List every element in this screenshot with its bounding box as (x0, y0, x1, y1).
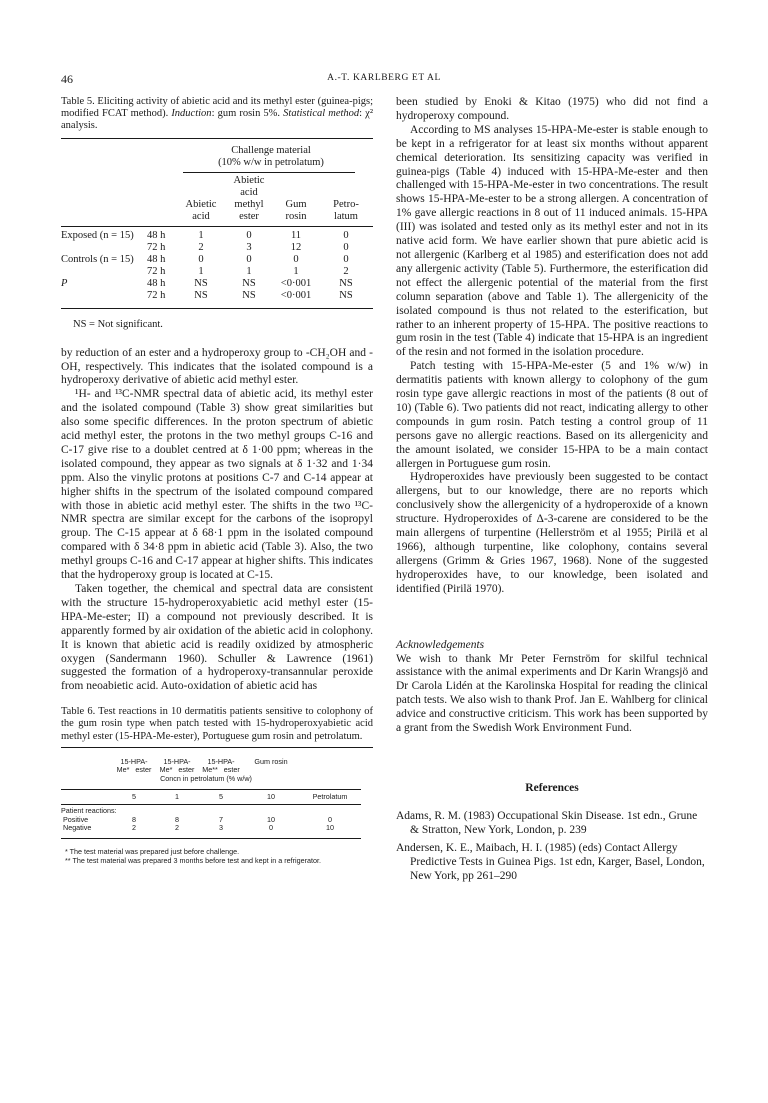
table5-col-header-abietic-acid: Abietic acid (185, 198, 217, 222)
right-paragraph-4: Hydroperoxides have previously been suggested to be contact allergens, but to our knowledge, there are no reports which conclusively show the allergenicity of a hydroperoxide of a known structure. Hydroperoxides of Δ-3-carene are considered to be the main allergens of turpentine (Hellerström et al 1955; Pirilä et al 1966), although turpentine, like colophony, contains several allergens (Grimm & Gries 1967, 1968). None of the suggested hydroperoxides have, to our knowledge, been isolated and identified (Pirilä 1970). (396, 471, 708, 595)
table6-caption: Table 6. Test reactions in 10 dermatitis patients sensitive to colophony of the gum rosin type when patch tested with 15-hydroperoxyabietic acid methyl ester (15-HPA-Me-ester), Portuguese gum rosin and petrolatum. (61, 706, 373, 742)
table6-grid (61, 758, 361, 833)
table-row: 72 h 1 1 1 2 (147, 265, 349, 277)
table6-bottom-rule (61, 838, 361, 839)
table5-caption: Table 5. Eliciting activity of abietic acid and its methyl ester (guinea-pigs; modified FCAT method). Induction: gum rosin 5%. Statistical method: χ² analysis. (61, 96, 373, 132)
right-column (396, 96, 708, 883)
table6-col-header-petrolatum: Petrolatum (312, 791, 348, 801)
running-head: A.-T. KARLBERG ET AL (327, 73, 441, 83)
left-column (61, 96, 373, 865)
table5-bottom-rule (61, 308, 373, 309)
page-number: 46 (61, 72, 73, 86)
table6-col-header-3: 15-HPA-Me** ester (202, 756, 240, 775)
table-row: Controls (n = 15) 48 h 0 0 0 0 (61, 253, 349, 265)
table-row: 72 h 2 3 12 0 (147, 241, 349, 253)
table6-conc-value: 10 (267, 791, 275, 801)
table6-conc-value: 5 (219, 791, 223, 801)
table6-conc-label: Concn in petrolatum (% w/w) (160, 774, 252, 784)
table5-grid (61, 175, 373, 302)
table6-patient-reactions-label: Patient reactions: (61, 806, 117, 816)
table5-col-header-petrolatum: Petro- latum (333, 198, 359, 222)
table5-col-header-methyl-ester: Abietic acid methyl ester (233, 174, 265, 222)
table5-footnote: NS = Not significant. (73, 318, 163, 330)
table6-footnote-2: ** The test material was prepared 3 months before test and kept in a refrigerator. (65, 855, 321, 865)
reference-item: Adams, R. M. (1983) Occupational Skin Disease. 1st edn., Grune & Stratton, New York, London, p. 239 (396, 809, 698, 836)
table5-top-rule (61, 138, 373, 139)
table6-col-header-4: Gum rosin (254, 756, 288, 766)
table6-top-rule (61, 747, 373, 748)
table6-col-header-2: 15-HPA-Me* ester (159, 756, 195, 775)
acknowledgements-heading: Acknowledgements (396, 638, 485, 651)
table-row: Exposed (n = 15) 48 h 1 0 11 0 (61, 229, 349, 241)
table5-header-rule (183, 172, 355, 173)
right-paragraph-3: Patch testing with 15-HPA-Me-ester (5 and 1% w/w) in dermatitis patients with known allergy to colophony of the gum rosin type gave allergic reactions in most of the patients (8 out of 10) (Table 6). Two patients did not react, indicating allergy to other compounds in gum rosin. Patch testing a control group of 11 persons gave no allergic reactions. Based on its allergenicity and the amount isolated, we consider 15-HPA to be a main contact allergen in Portuguese gum rosin. (396, 360, 708, 470)
table-row: 72 h NS NS <0·001 NS (147, 289, 353, 301)
references-heading: References (525, 781, 579, 794)
left-paragraph-2: ¹H- and ¹³C-NMR spectral data of abietic acid, its methyl ester and the isolated compound (Table 3) show great similarities but also some specific differences. In the proton spectrum of abietic acid methyl ester, the protons in the two methyl groups C-16 and C-17 give rise to a doublet centred at δ 1·00 ppm; whereas in the isolated compound, they appear as two signals at δ 1·32 and 1·34 ppm. Also the vinylic protons at positions C-7 and C-14 appear at higher shifts in the spectrum of the isolated compound compared with those in abietic acid methyl ester. The shifts in the two ¹³C-NMR spectra are similar except for the carbons of the isopropyl group. The C-15 appear at δ 68·1 ppm in the isolated compound compared with δ 34·8 ppm in abietic acid (Table 3). Also, the two methyl groups C-16 and C-17 appear at higher shifts. This indicates that the hydroperoxy group is located at C-15. (61, 388, 373, 582)
table-row: Negative 2 2 3 0 10 (63, 823, 334, 833)
reference-item: Andersen, K. E., Maibach, H. I. (1985) (eds) Contact Allergy Predictive Tests in Guinea Pigs. 1st edn, Karger, Basel, London, New York, pp 261–290 (396, 841, 705, 882)
table5-challenge-header: Challenge material (10% w/w in petrolatum) (218, 144, 324, 168)
table-row: Positive 8 8 7 10 0 (63, 814, 332, 824)
right-paragraph-2: According to MS analyses 15-HPA-Me-ester is stable enough to be kept in a refrigerator for at least six months without apparent chemical deterioration. Its sensitizing capacity was verified in guinea-pigs (Table 4) induced with 15-HPA-Me-ester and then challenged with 15-HPA-Me-ester in two concentrations. The result shows 15-HPA-Me-ester to be a strong allergen. A concentration of 1% gave allergic reactions in 8 out of 11 induced animals. 15-HPA (III) was isolated and tested only as its methyl ester and not in its native acid form. We have earlier shown that pure abietic acid is not allergenic (Karlberg et al 1985) and esterification does not add any allergenic activity (Table 5). Furthermore, the esterification did not effect the allergenic potential of the material from the first column separation (above and Table 1). The allergenicity of the isolated compound is thus not related to the esterification, but rather to an inherent property of 15-HPA. The positive reactions to gum rosin in the test (Table 4) indicate that 15-HPA is an ingredient of the resin and not formed in the isolation procedure. (396, 123, 708, 359)
acknowledgements-text: We wish to thank Mr Peter Fernström for skilful technical assistance with the animal experiments and Dr Karin Wrangsjö and Dr Carola Lidén at the Karolinska Hospital for reading the clinical patch tests. We also wish to thank Prof. Jan E. Wahlberg for clinical advice and constructive criticism. This work has been supported by a grant from the Swedish Work Environment Fund. (396, 652, 708, 735)
left-paragraph-1: by reduction of an ester and a hydroperoxy group to -CH₂OH and -OH, respectively. This indicates that the isolated compound is a hydroperoxy derivative of abietic acid methyl ester. (61, 346, 373, 387)
table5 (61, 145, 373, 331)
table6-conc-value: 1 (175, 791, 179, 801)
table6-conc-value: 5 (132, 791, 136, 801)
table6 (61, 758, 373, 865)
table6-col-header-1: 15-HPA-Me* ester (116, 756, 152, 775)
table5-col-header-gum-rosin: Gum rosin (285, 198, 307, 222)
table6-footnote-1: * The test material was prepared just before challenge. (65, 847, 240, 857)
table-row: P 48 h NS NS <0·001 NS (61, 277, 353, 289)
right-paragraph-1: been studied by Enoki & Kitao (1975) who did not find a hydroperoxy compound. (396, 96, 708, 122)
left-paragraph-3: Taken together, the chemical and spectral data are consistent with the structure 15-hydroperoxyabietic acid methyl ester (15-HPA-Me-ester; II) a compound not previously described. It is apparently formed by air oxidation of the abietic acid in colophony. It is known that abietic acid is readily oxidized by atmospheric oxygen (Sandermann 1960). Schuller & Lawrence (1961) suggested the formation of a hydroperoxy-transannular peroxide from neoabietic acid. Auto-oxidation of abietic acid has (61, 583, 373, 693)
